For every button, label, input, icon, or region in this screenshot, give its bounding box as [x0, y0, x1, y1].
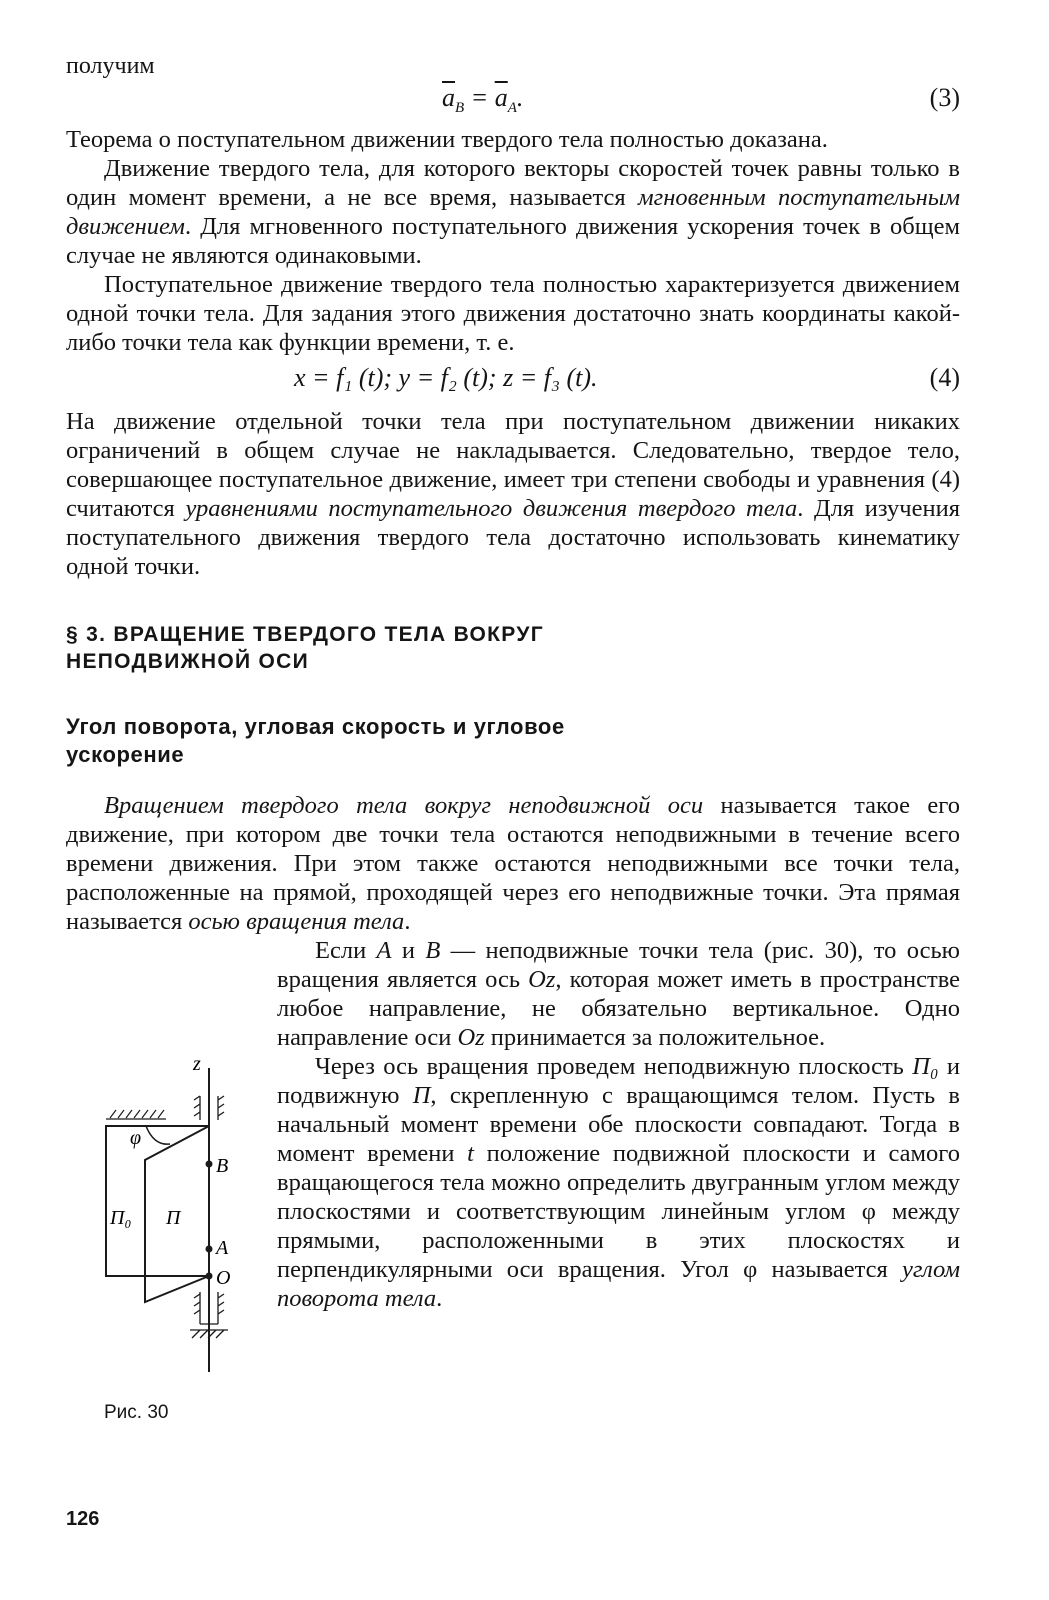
label-z: z [193, 1054, 201, 1075]
term-rotation: Вращением твердого тела вокруг неподвижной оси [104, 792, 704, 819]
equation-4-expression: x = f₁ (t); y = f₂ (t); z = f₃ (t). [294, 363, 598, 392]
section-heading: § 3. ВРАЩЕНИЕ ТВЕРДОГО ТЕЛА ВОКРУГ НЕПОДВИЖНОЙ ОСИ [66, 623, 544, 673]
figure-30-drawing [66, 1054, 271, 1394]
label-B: B [216, 1155, 229, 1177]
term-rotation-axis: осью вращения тела [188, 908, 405, 935]
figure-30-block [66, 936, 960, 1423]
label-phi: φ [130, 1127, 142, 1149]
equation-3-expression: $\overline{a}_B = \overline{a}_A$. [442, 83, 524, 117]
subsection-heading: Угол поворота, угловая скорость и угловое ускорение [66, 714, 565, 767]
label-P0: П₀ [110, 1207, 132, 1229]
term-rotation-angle: углом поворота тела [277, 1256, 960, 1312]
equation-3-number: (3) [929, 83, 960, 112]
label-A: A [216, 1237, 229, 1259]
term-instantaneous-translation: мгновенным поступательным движением [66, 184, 960, 240]
figure-caption: Рис. 30 [104, 1402, 169, 1423]
equation-4 [66, 357, 960, 401]
paragraph-degrees-of-freedom: На движение отдельной точки тела при поступательном движении никаких ограничений в общем случае не накладывается. Следовательно, твердое тело, совершающее поступательное движение, имеет три степени свободы и уравнения (4) считаются уравнениями поступательного движения твердого тела. Для изучения поступательного движения твердого тела достаточно использовать кинематику одной точки. [66, 408, 960, 580]
paragraph-rotation-angle: Через ось вращения проведем неподвижную плоскость П₀ и подвижную П, скрепленную с вращающимся телом. Пусть в начальный момент времени обе плоскости совпадают. Тогда в момент времени t положение подвижной плоскости и самого вращающегося тела можно определить двугранным углом между плоскостями и соответствующим линейным углом φ между прямыми, расположенными в этих плоскостях и перпендикулярными оси вращения. Угол φ называется углом поворота тела. [277, 1053, 960, 1312]
equation-4-number: (4) [929, 363, 960, 392]
intro-word: получим [66, 53, 155, 79]
label-O: O [216, 1267, 231, 1289]
label-P: П [166, 1207, 181, 1229]
term-translation-equations: уравнениями поступательного движения твердого тела [185, 495, 798, 522]
equation-3 [66, 69, 960, 115]
paragraph-theorem-proved: Теорема о поступательном движении твердого тела полностью доказана. [66, 126, 828, 153]
paragraph-rotation-definition-start: Вращением твердого тела вокруг неподвижной оси называется такое его движение, при котором две точки тела остаются неподвижными в течение всего времени движения. При этом также остаются неподвижными все точки тела, расположенные на прямой, проходящей через его неподвижные точки. Эта прямая называется осью вращения тела. [66, 792, 960, 935]
book-page [66, 52, 960, 1446]
paragraph-axis-oz: Если A и B — неподвижные точки тела (рис. 30), то осью вращения является ось Oz, которая может иметь в пространстве любое направление, не обязательно вертикальное. Одно направление оси Oz принимается за положительное. [277, 937, 960, 1051]
paragraph-instantaneous-translation: Движение твердого тела, для которого векторы скоростей точек равны только в один момент времени, а не все время, называется мгновенным поступательным движением. Для мгновенного поступательного движения ускорения точек в общем случае не являются одинаковыми. [66, 155, 960, 269]
page-number: 126 [66, 1508, 100, 1530]
figure-30 [66, 1054, 271, 1446]
paragraph-one-point-motion: Поступательное движение твердого тела полностью характеризуется движением одной точки тела. Для задания этого движения достаточно знать координаты какой-либо точки тела как функции времени, т. е. [66, 271, 960, 356]
